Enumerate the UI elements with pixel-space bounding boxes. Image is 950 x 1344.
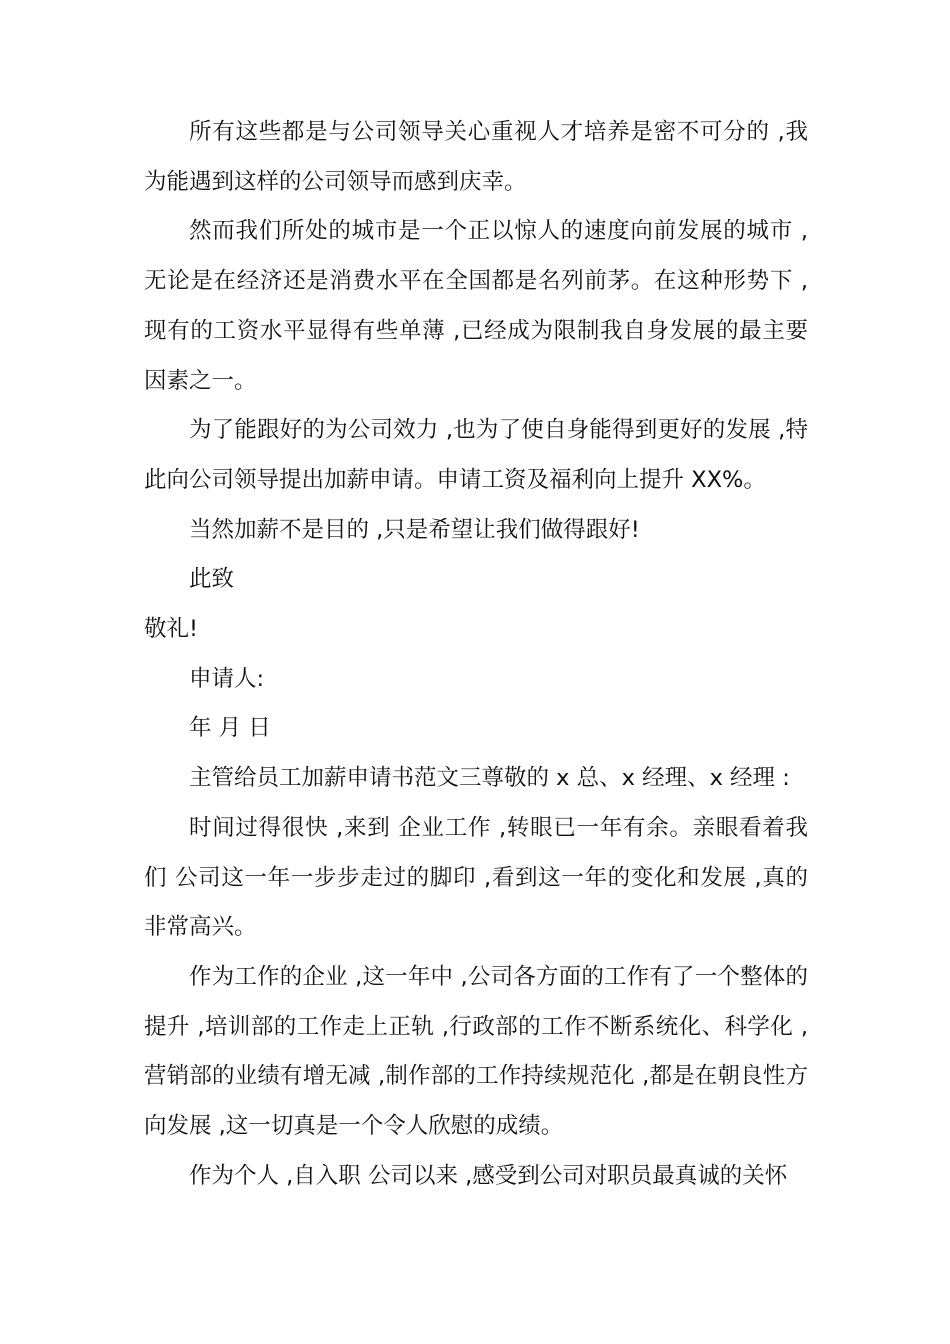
date-line: 年 月 日 [189, 715, 271, 742]
applicant-line: 申请人: [189, 665, 265, 692]
paragraph-2: 然而我们所处的城市是一个正以惊人的速度向前发展的城市 ,无论是在经济还是消费水平在全国都是名列前茅。在这种形势下 ,现有的工资水平显得有些单薄 ,已经成为限制我自身发展的最主要因素之一。 [144, 218, 808, 394]
closing-regards: 敬礼! [144, 616, 199, 643]
closing-salutation: 此致 [189, 566, 235, 593]
document-body [144, 108, 808, 1201]
paragraph-1: 所有这些都是与公司领导关心重视人才培养是密不可分的 ,我为能遇到这样的公司领导而感到庆幸。 [144, 119, 808, 195]
paragraph-7: 作为个人 ,自入职 公司以来 ,感受到公司对职员最真诚的关怀 [189, 1162, 788, 1189]
paragraph-3: 为了能跟好的为公司效力 ,也为了使自身能得到更好的发展 ,特此向公司领导提出加薪申请。申请工资及福利向上提升 XX%。 [144, 417, 808, 493]
section-heading-line: 主管给员工加薪申请书范文三尊敬的 x 总、x 经理、x 经理 : [189, 765, 790, 792]
paragraph-5: 时间过得很快 ,来到 企业工作 ,转眼已一年有余。亲眼看着我们 公司这一年一步步走过的脚印 ,看到这一年的变化和发展 ,真的非常高兴。 [144, 814, 808, 941]
paragraph-4: 当然加薪不是目的 ,只是希望让我们做得跟好! [189, 516, 640, 543]
paragraph-6: 作为工作的企业 ,这一年中 ,公司各方面的工作有了一个整体的提升 ,培训部的工作走上正轨 ,行政部的工作不断系统化、科学化 ,营销部的业绩有增无减 ,制作部的工作持续规范化 ,都是在朝良性方向发展 ,这一切真是一个令人欣慰的成绩。 [144, 963, 808, 1140]
